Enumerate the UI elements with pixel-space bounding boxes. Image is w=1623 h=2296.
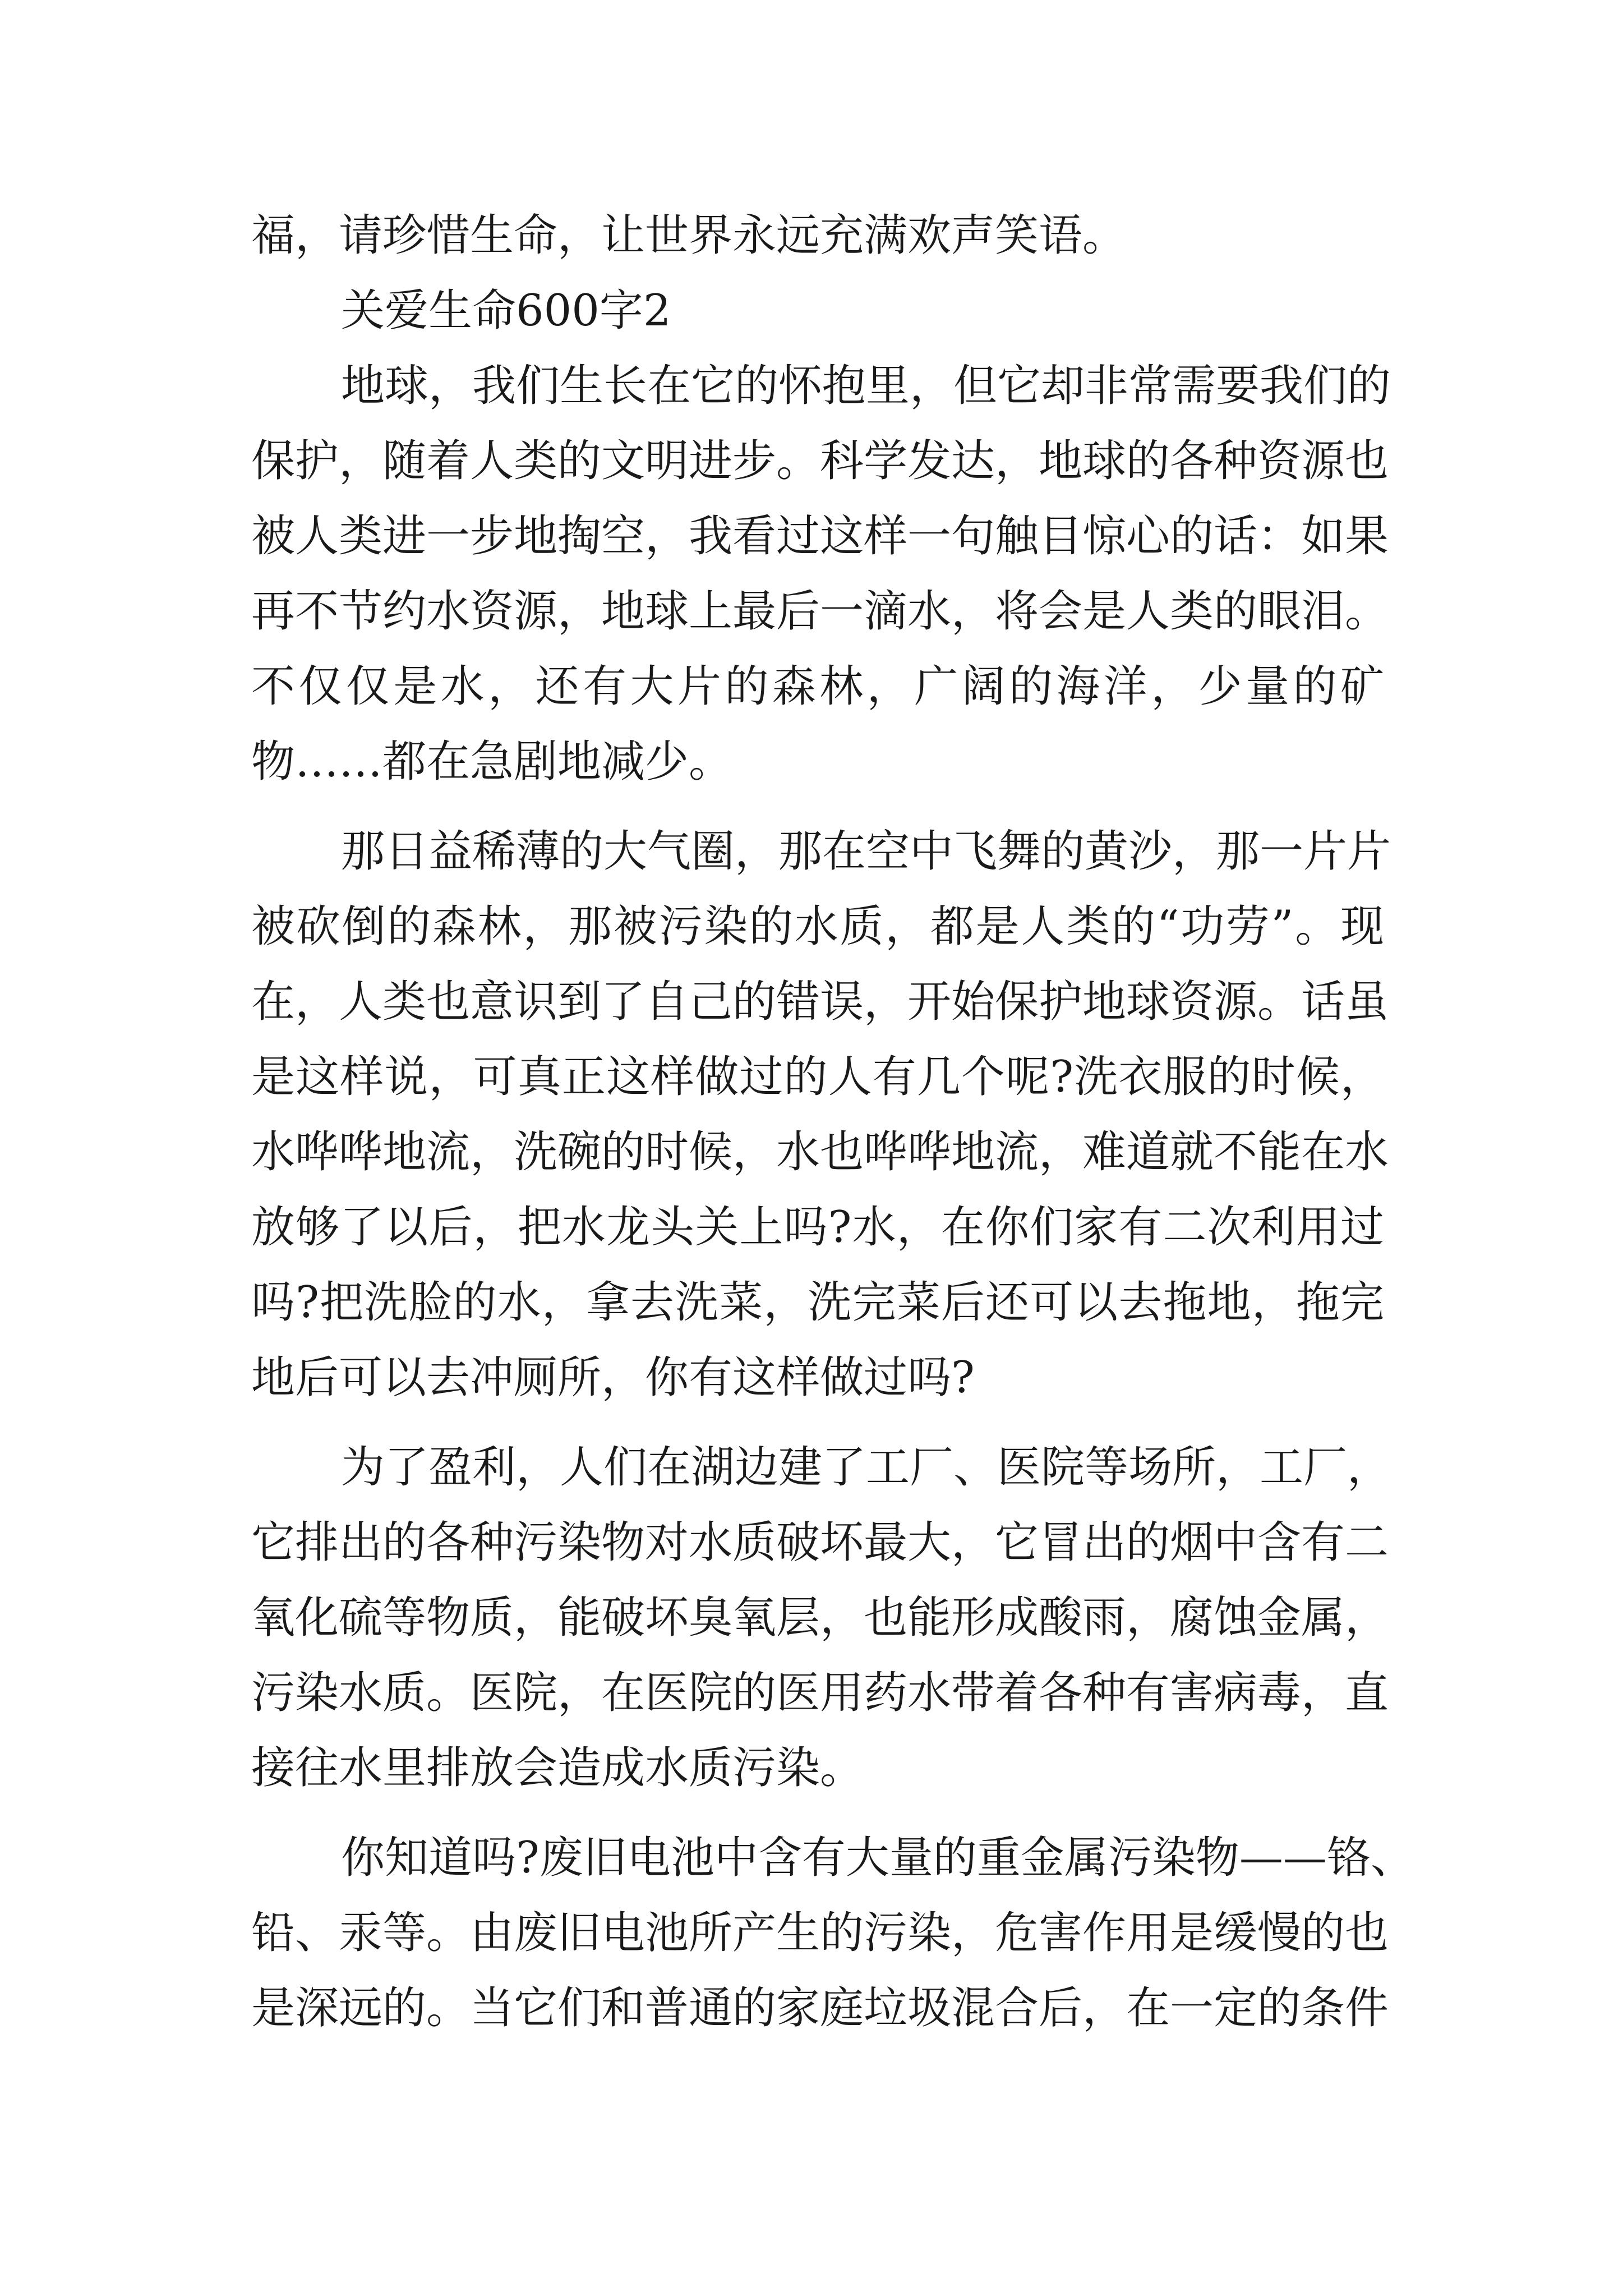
text-line: 放够了以后，把水龙头关上吗?水，在你们家有二次利用过 — [251, 1202, 1384, 1253]
text-line: 为了盈利，人们在湖边建了工厂、医院等场所，工厂， — [341, 1442, 1391, 1493]
text-line: 那日益稀薄的大气圈，那在空中飞舞的黄沙，那一片片 — [341, 826, 1391, 877]
text-line: 氧化硫等物质，能破坏臭氧层，也能形成酸雨，腐蚀金属， — [251, 1593, 1389, 1643]
text-line: 在，人类也意识到了自己的错误，开始保护地球资源。话虽 — [251, 977, 1389, 1027]
text-line: 你知道吗?废旧电池中含有大量的重金属污染物——铬、 — [341, 1833, 1414, 1883]
text-line: 再不节约水资源，地球上最后一滴水，将会是人类的眼泪。 — [251, 586, 1389, 637]
text-line: 被砍倒的森林，那被污染的水质，都是人类的“功劳”。现 — [251, 901, 1384, 952]
section-heading: 关爱生命600字2 — [341, 286, 671, 336]
text-line: 不仅仅是水，还有大片的森林，广阔的海洋，少量的矿 — [251, 661, 1384, 712]
text-line: 它排出的各种污染物对水质破坏最大，它冒出的烟中含有二 — [251, 1517, 1389, 1568]
text-line: 地球，我们生长在它的怀抱里，但它却非常需要我们的 — [341, 361, 1391, 411]
text-line: 铅、汞等。由废旧电池所产生的污染，危害作用是缓慢的也 — [251, 1908, 1389, 1958]
text-line: 污染水质。医院，在医院的医用药水带着各种有害病毒，直 — [251, 1668, 1389, 1718]
text-line: 物……都在急剧地减少。 — [251, 737, 733, 787]
text-line: 接往水里排放会造成水质污染。 — [251, 1743, 864, 1793]
text-line: 水哗哗地流，洗碗的时候，水也哗哗地流，难道就不能在水 — [251, 1127, 1389, 1177]
text-line: 地后可以去冲厕所，你有这样做过吗? — [251, 1352, 975, 1403]
text-line: 是这样说，可真正这样做过的人有几个呢?洗衣服的时候， — [251, 1052, 1384, 1102]
text-line: 是深远的。当它们和普通的家庭垃圾混合后，在一定的条件 — [251, 1983, 1389, 2033]
text-line: 被人类进一步地掏空，我看过这样一句触目惊心的话：如果 — [251, 511, 1389, 562]
text-line: 保护，随着人类的文明进步。科学发达，地球的各种资源也 — [251, 436, 1389, 486]
text-line: 福，请珍惜生命，让世界永远充满欢声笑语。 — [251, 210, 1127, 261]
text-line: 吗?把洗脸的水，拿去洗菜，洗完菜后还可以去拖地，拖完 — [251, 1277, 1384, 1328]
